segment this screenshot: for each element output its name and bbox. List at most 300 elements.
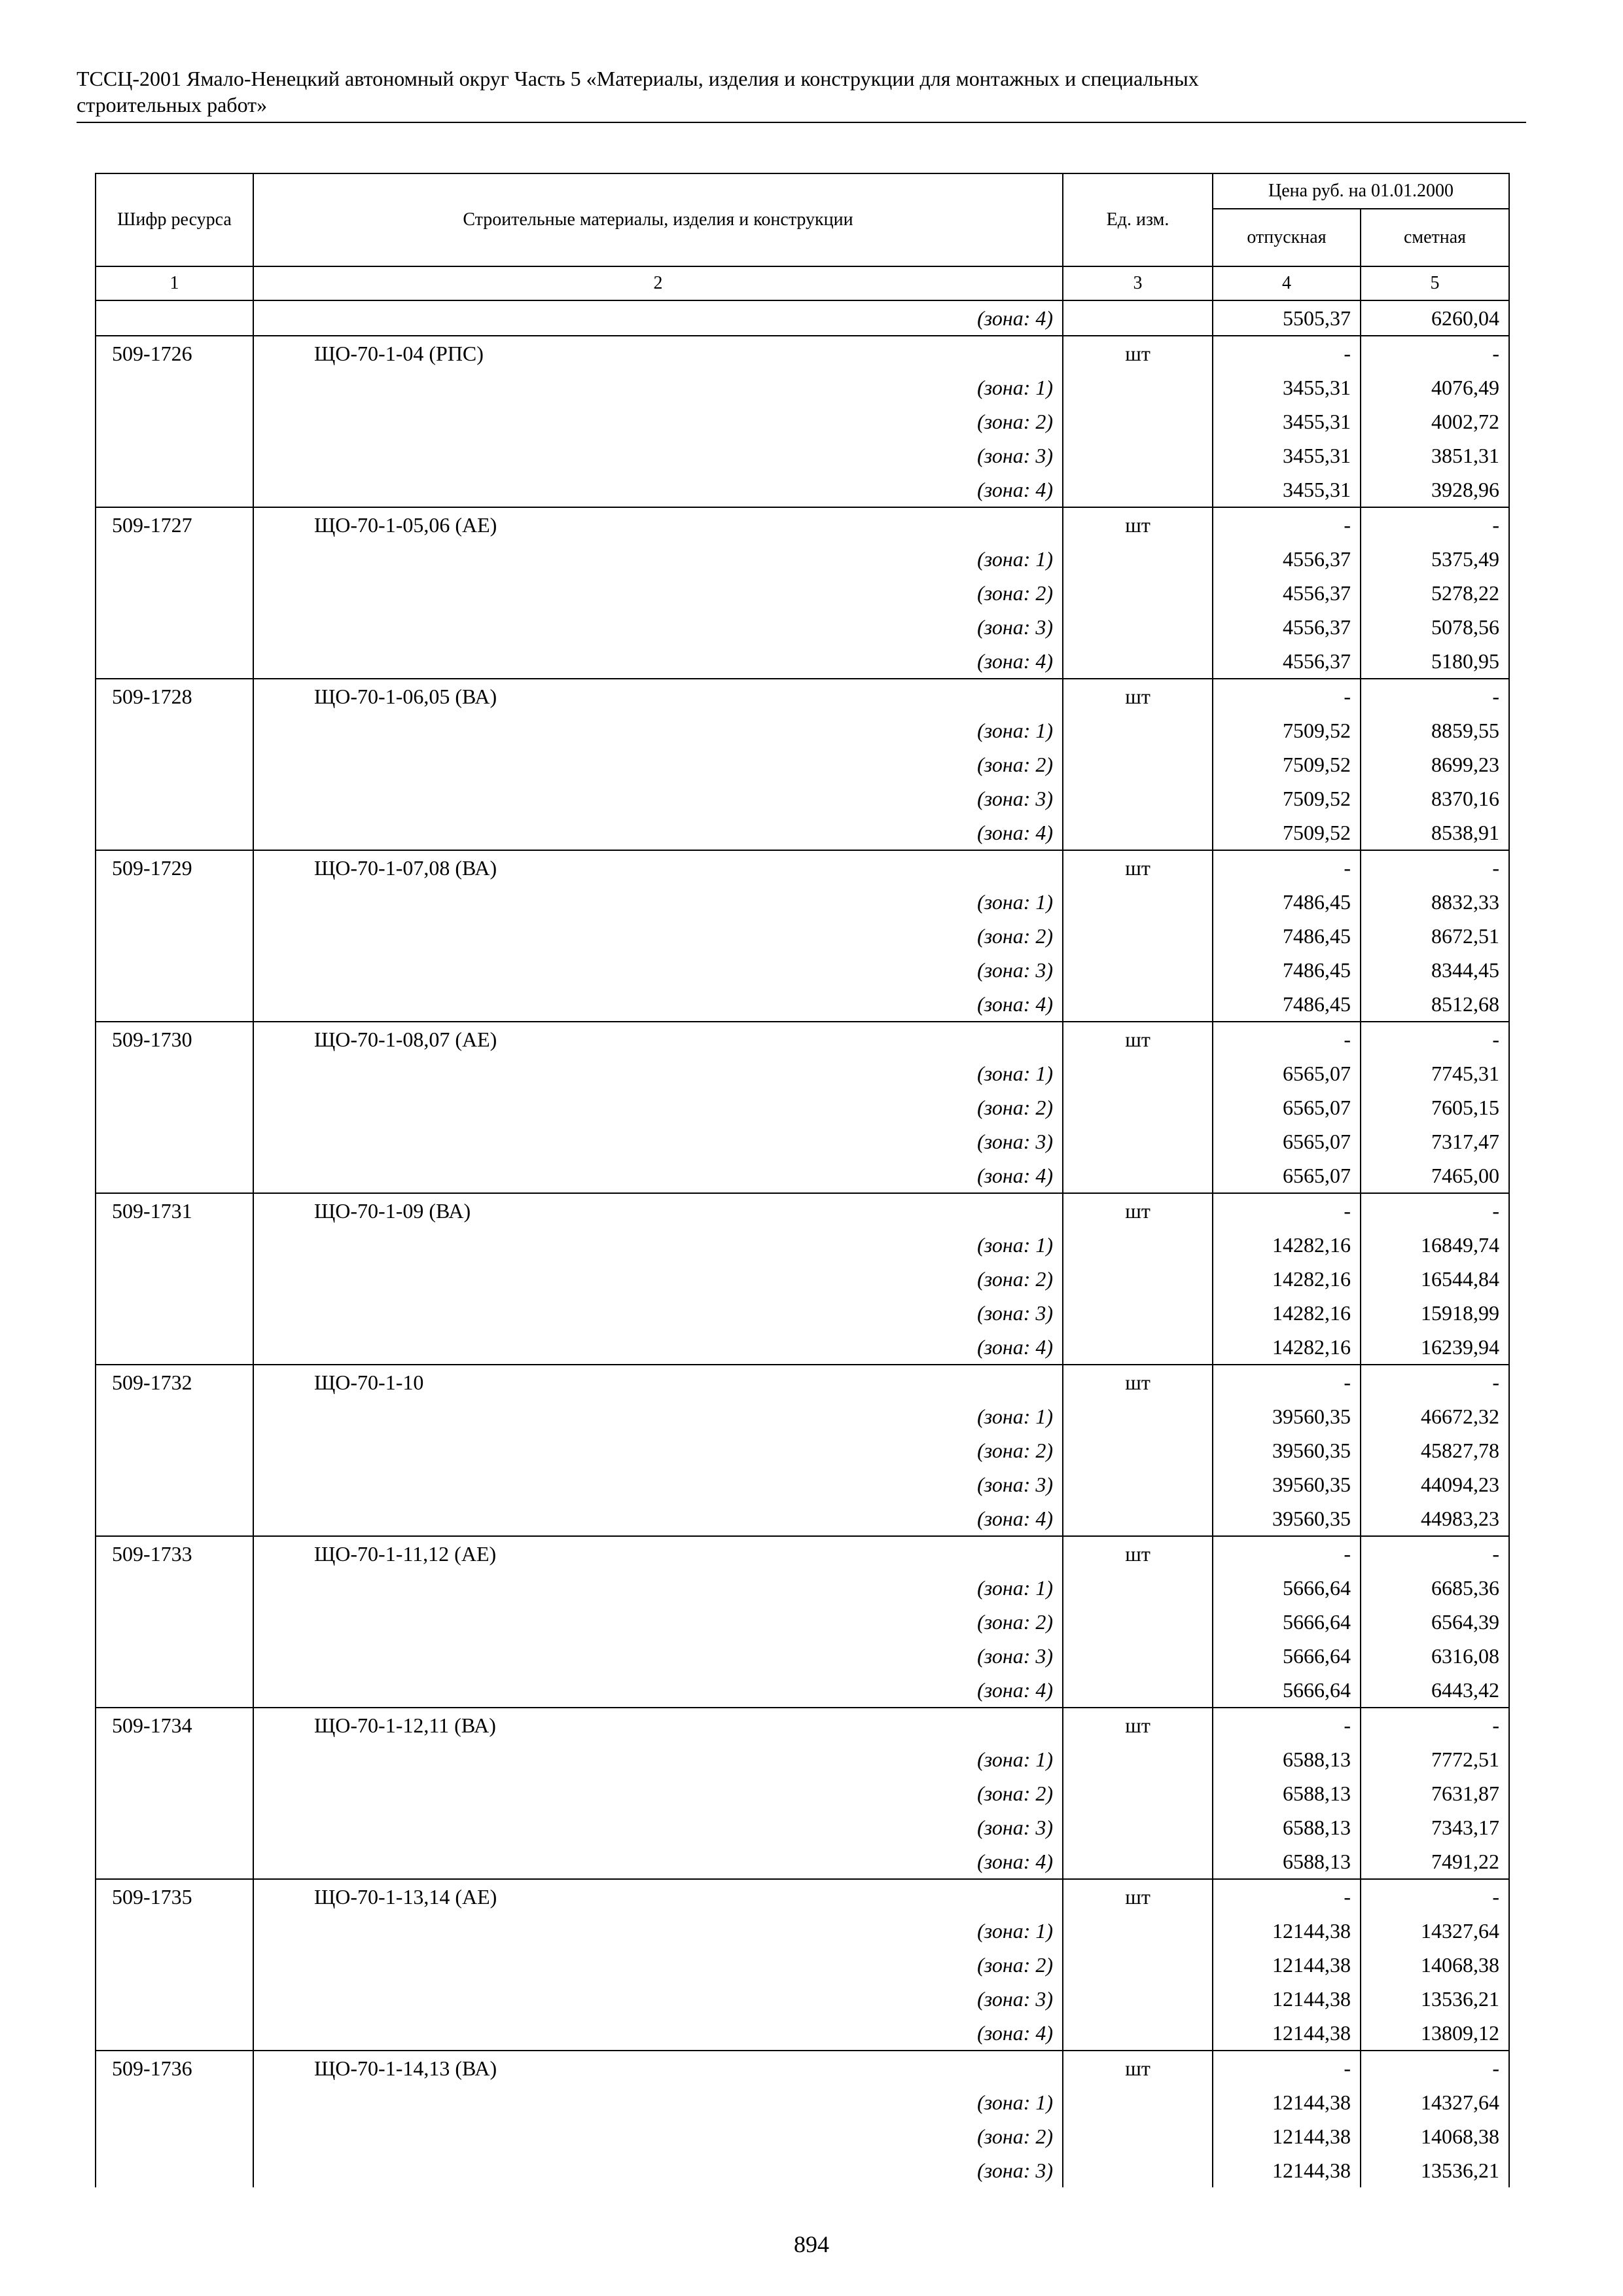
col-header-price: Цена руб. на 01.01.2000 [1213, 173, 1509, 209]
release-price: 4556,37 [1213, 644, 1361, 679]
empty-cell [1063, 2016, 1213, 2051]
release-price: 6588,13 [1213, 1810, 1361, 1844]
zone-label: (зона: 3) [253, 1982, 1063, 2016]
estimate-price: 14327,64 [1361, 2085, 1509, 2119]
empty-cell [1063, 2153, 1213, 2187]
empty-cell [1063, 987, 1213, 1022]
release-price: 7509,52 [1213, 816, 1361, 850]
zone-row [96, 1399, 1509, 1433]
empty-cell [96, 300, 253, 336]
zone-label: (зона: 3) [253, 781, 1063, 816]
col-header-unit: Ед. изм. [1063, 173, 1213, 266]
zone-label: (зона: 3) [253, 2153, 1063, 2187]
release-price: - [1213, 2051, 1361, 2085]
empty-cell [96, 1330, 253, 1365]
empty-cell [96, 1501, 253, 1536]
release-price: - [1213, 507, 1361, 542]
zone-row [96, 781, 1509, 816]
col-number: 2 [253, 266, 1063, 300]
resource-code: 509-1729 [96, 850, 253, 885]
empty-cell [96, 885, 253, 919]
zone-label: (зона: 1) [253, 1056, 1063, 1090]
zone-label: (зона: 2) [253, 576, 1063, 610]
zone-row [96, 919, 1509, 953]
zone-label: (зона: 1) [253, 2085, 1063, 2119]
zone-row [96, 1228, 1509, 1262]
zone-label: (зона: 3) [253, 1639, 1063, 1673]
resource-code: 509-1730 [96, 1022, 253, 1056]
empty-cell [1063, 1571, 1213, 1605]
empty-cell [96, 370, 253, 404]
zone-row [96, 610, 1509, 644]
zone-row [96, 1056, 1509, 1090]
resource-unit: шт [1063, 1365, 1213, 1399]
estimate-price: 6443,42 [1361, 1673, 1509, 1708]
estimate-price: 7745,31 [1361, 1056, 1509, 1090]
zone-row [96, 1948, 1509, 1982]
empty-cell [1063, 1776, 1213, 1810]
zone-row [96, 1090, 1509, 1124]
release-price: 39560,35 [1213, 1399, 1361, 1433]
empty-cell [1063, 1639, 1213, 1673]
release-price: - [1213, 336, 1361, 370]
resource-code: 509-1732 [96, 1365, 253, 1399]
estimate-price: 7343,17 [1361, 1810, 1509, 1844]
estimate-price: 8512,68 [1361, 987, 1509, 1022]
zone-label: (зона: 2) [253, 1776, 1063, 1810]
empty-cell [96, 1742, 253, 1776]
table-header [96, 173, 1509, 300]
resource-row [96, 1879, 1509, 1914]
resource-unit: шт [1063, 1879, 1213, 1914]
estimate-price: - [1361, 2051, 1509, 2085]
zone-label: (зона: 2) [253, 747, 1063, 781]
resource-unit: шт [1063, 679, 1213, 713]
zone-label: (зона: 2) [253, 2119, 1063, 2153]
resource-unit: шт [1063, 1022, 1213, 1056]
empty-cell [1063, 370, 1213, 404]
estimate-price: - [1361, 850, 1509, 885]
empty-cell [1063, 953, 1213, 987]
zone-row [96, 473, 1509, 507]
estimate-price: 7605,15 [1361, 1090, 1509, 1124]
zone-label: (зона: 1) [253, 1228, 1063, 1262]
empty-cell [96, 610, 253, 644]
empty-cell [1063, 885, 1213, 919]
zone-row [96, 1571, 1509, 1605]
empty-cell [1063, 576, 1213, 610]
empty-cell [1063, 1673, 1213, 1708]
resource-name: ЩО-70-1-05,06 (АЕ) [253, 507, 1063, 542]
empty-cell [96, 1673, 253, 1708]
estimate-price: 13536,21 [1361, 2153, 1509, 2187]
zone-row [96, 747, 1509, 781]
zone-label: (зона: 1) [253, 370, 1063, 404]
empty-cell [96, 987, 253, 1022]
zone-row [96, 370, 1509, 404]
empty-cell [1063, 1399, 1213, 1433]
release-price: 3455,31 [1213, 473, 1361, 507]
estimate-price: 6316,08 [1361, 1639, 1509, 1673]
empty-cell [96, 1433, 253, 1467]
empty-cell [96, 781, 253, 816]
empty-cell [1063, 542, 1213, 576]
zone-row [96, 1776, 1509, 1810]
estimate-price: 8859,55 [1361, 713, 1509, 747]
estimate-price: - [1361, 1365, 1509, 1399]
resource-row [96, 1365, 1509, 1399]
zone-label: (зона: 1) [253, 1399, 1063, 1433]
zone-row [96, 576, 1509, 610]
empty-cell [1063, 1844, 1213, 1879]
estimate-price: 7465,00 [1361, 1158, 1509, 1193]
empty-cell [1063, 1056, 1213, 1090]
zone-label: (зона: 1) [253, 1571, 1063, 1605]
zone-row [96, 1673, 1509, 1708]
empty-cell [96, 576, 253, 610]
zone-label: (зона: 1) [253, 1914, 1063, 1948]
empty-cell [96, 816, 253, 850]
col-header-name: Строительные материалы, изделия и конструкции [253, 173, 1063, 266]
release-price: 6565,07 [1213, 1090, 1361, 1124]
zone-label: (зона: 4) [253, 816, 1063, 850]
estimate-price: 7317,47 [1361, 1124, 1509, 1158]
col-number: 4 [1213, 266, 1361, 300]
estimate-price: 6564,39 [1361, 1605, 1509, 1639]
zone-label: (зона: 2) [253, 1433, 1063, 1467]
release-price: 39560,35 [1213, 1433, 1361, 1467]
release-price: 5666,64 [1213, 1639, 1361, 1673]
zone-row [96, 1982, 1509, 2016]
zone-row [96, 1742, 1509, 1776]
estimate-price: 6685,36 [1361, 1571, 1509, 1605]
empty-cell [1063, 644, 1213, 679]
empty-cell [96, 1605, 253, 1639]
zone-row [96, 2153, 1509, 2187]
zone-row [96, 1639, 1509, 1673]
empty-cell [1063, 1948, 1213, 1982]
zone-label: (зона: 4) [253, 1330, 1063, 1365]
resource-name: ЩО-70-1-09 (ВА) [253, 1193, 1063, 1228]
resource-code: 509-1731 [96, 1193, 253, 1228]
empty-cell [96, 1228, 253, 1262]
estimate-price: - [1361, 336, 1509, 370]
resource-name: ЩО-70-1-04 (РПС) [253, 336, 1063, 370]
zone-row [96, 885, 1509, 919]
estimate-price: 13536,21 [1361, 1982, 1509, 2016]
release-price: 14282,16 [1213, 1330, 1361, 1365]
zone-row [96, 816, 1509, 850]
resource-unit: шт [1063, 2051, 1213, 2085]
empty-cell [1063, 2085, 1213, 2119]
empty-cell [96, 2016, 253, 2051]
zone-label: (зона: 4) [253, 987, 1063, 1022]
zone-label: (зона: 3) [253, 1467, 1063, 1501]
page-number: 894 [794, 2231, 829, 2257]
release-price: 7509,52 [1213, 747, 1361, 781]
estimate-price: 14327,64 [1361, 1914, 1509, 1948]
estimate-price: 7772,51 [1361, 1742, 1509, 1776]
zone-row [96, 987, 1509, 1022]
release-price: 7509,52 [1213, 713, 1361, 747]
zone-row [96, 1914, 1509, 1948]
estimate-price: 8832,33 [1361, 885, 1509, 919]
col-number: 1 [96, 266, 253, 300]
zone-row [96, 1467, 1509, 1501]
resource-unit: шт [1063, 336, 1213, 370]
zone-row [96, 2119, 1509, 2153]
resource-code: 509-1734 [96, 1708, 253, 1742]
empty-cell [1063, 1228, 1213, 1262]
zone-label: (зона: 3) [253, 953, 1063, 987]
empty-cell [1063, 1433, 1213, 1467]
empty-cell [1063, 1158, 1213, 1193]
release-price: 6565,07 [1213, 1056, 1361, 1090]
empty-cell [96, 1056, 253, 1090]
empty-cell [96, 1844, 253, 1879]
empty-cell [1063, 300, 1213, 336]
release-price: 39560,35 [1213, 1501, 1361, 1536]
empty-cell [96, 2153, 253, 2187]
resource-row [96, 2051, 1509, 2085]
col-header-code: Шифр ресурса [96, 173, 253, 266]
zone-label: (зона: 2) [253, 404, 1063, 439]
estimate-price: - [1361, 1879, 1509, 1914]
empty-cell [1063, 1914, 1213, 1948]
col-header-release: отпускная [1213, 209, 1361, 266]
release-price: 5666,64 [1213, 1571, 1361, 1605]
release-price: 7509,52 [1213, 781, 1361, 816]
resource-name: ЩО-70-1-07,08 (ВА) [253, 850, 1063, 885]
release-price: 6588,13 [1213, 1742, 1361, 1776]
zone-label: (зона: 2) [253, 1948, 1063, 1982]
empty-cell [1063, 404, 1213, 439]
zone-label: (зона: 1) [253, 713, 1063, 747]
zone-label: (зона: 2) [253, 1090, 1063, 1124]
zone-label: (зона: 4) [253, 644, 1063, 679]
zone-label: (зона: 4) [253, 2016, 1063, 2051]
empty-cell [1063, 1742, 1213, 1776]
empty-cell [96, 644, 253, 679]
empty-cell [96, 2119, 253, 2153]
resource-row [96, 679, 1509, 713]
resource-name: ЩО-70-1-06,05 (ВА) [253, 679, 1063, 713]
release-price: 12144,38 [1213, 2016, 1361, 2051]
empty-cell [96, 439, 253, 473]
estimate-price: 8370,16 [1361, 781, 1509, 816]
empty-cell [1063, 713, 1213, 747]
estimate-price: 5278,22 [1361, 576, 1509, 610]
release-price: 7486,45 [1213, 953, 1361, 987]
release-price: 12144,38 [1213, 1914, 1361, 1948]
zone-label: (зона: 3) [253, 610, 1063, 644]
resource-name: ЩО-70-1-13,14 (АЕ) [253, 1879, 1063, 1914]
zone-label: (зона: 3) [253, 439, 1063, 473]
zone-label: (зона: 4) [253, 1673, 1063, 1708]
estimate-price: - [1361, 1708, 1509, 1742]
release-price: 3455,31 [1213, 404, 1361, 439]
empty-cell [96, 1810, 253, 1844]
release-price: 4556,37 [1213, 542, 1361, 576]
empty-cell [96, 1948, 253, 1982]
empty-cell [1063, 439, 1213, 473]
header-rule [77, 122, 1526, 123]
zone-row [96, 953, 1509, 987]
zone-row [96, 644, 1509, 679]
zone-label: (зона: 3) [253, 1810, 1063, 1844]
estimate-price: 44094,23 [1361, 1467, 1509, 1501]
empty-cell [96, 1467, 253, 1501]
release-price: 5666,64 [1213, 1605, 1361, 1639]
estimate-price: 8344,45 [1361, 953, 1509, 987]
empty-cell [96, 1571, 253, 1605]
release-price: 3455,31 [1213, 439, 1361, 473]
empty-cell [96, 2085, 253, 2119]
estimate-price: 3928,96 [1361, 473, 1509, 507]
empty-cell [96, 473, 253, 507]
release-price: 12144,38 [1213, 2153, 1361, 2187]
empty-cell [96, 747, 253, 781]
empty-cell [1063, 1982, 1213, 2016]
estimate-price: 3851,31 [1361, 439, 1509, 473]
release-price: 6565,07 [1213, 1158, 1361, 1193]
zone-label: (зона: 2) [253, 919, 1063, 953]
empty-cell [96, 1639, 253, 1673]
estimate-price: 14068,38 [1361, 2119, 1509, 2153]
empty-cell [96, 919, 253, 953]
col-number: 3 [1063, 266, 1213, 300]
release-price: 14282,16 [1213, 1296, 1361, 1330]
resource-name: ЩО-70-1-12,11 (ВА) [253, 1708, 1063, 1742]
zone-label: (зона: 2) [253, 1605, 1063, 1639]
resource-unit: шт [1063, 1708, 1213, 1742]
release-price: - [1213, 679, 1361, 713]
empty-cell [96, 1296, 253, 1330]
resource-code: 509-1735 [96, 1879, 253, 1914]
resource-row [96, 336, 1509, 370]
empty-cell [1063, 1605, 1213, 1639]
zone-row [96, 1158, 1509, 1193]
zone-label: (зона: 4) [253, 473, 1063, 507]
release-price: 6588,13 [1213, 1776, 1361, 1810]
empty-cell [1063, 1296, 1213, 1330]
empty-cell [96, 404, 253, 439]
resource-name: ЩО-70-1-08,07 (АЕ) [253, 1022, 1063, 1056]
resource-code: 509-1728 [96, 679, 253, 713]
zone-row [96, 1844, 1509, 1879]
release-price: 7486,45 [1213, 885, 1361, 919]
estimate-price: 8672,51 [1361, 919, 1509, 953]
estimate-price: - [1361, 1536, 1509, 1571]
zone-label: (зона: 4) [253, 1501, 1063, 1536]
resource-row [96, 1536, 1509, 1571]
zone-row [96, 1330, 1509, 1365]
release-price: - [1213, 850, 1361, 885]
release-price: 14282,16 [1213, 1228, 1361, 1262]
zone-row [96, 300, 1509, 336]
zone-label: (зона: 1) [253, 1742, 1063, 1776]
zone-row [96, 1124, 1509, 1158]
empty-cell [1063, 919, 1213, 953]
estimate-price: 8699,23 [1361, 747, 1509, 781]
empty-cell [1063, 1124, 1213, 1158]
resource-code: 509-1727 [96, 507, 253, 542]
estimate-price: 8538,91 [1361, 816, 1509, 850]
resource-unit: шт [1063, 1536, 1213, 1571]
release-price: - [1213, 1708, 1361, 1742]
resource-code: 509-1736 [96, 2051, 253, 2085]
estimate-price: - [1361, 1022, 1509, 1056]
estimate-price: 15918,99 [1361, 1296, 1509, 1330]
zone-row [96, 2016, 1509, 2051]
empty-cell [1063, 816, 1213, 850]
release-price: 6588,13 [1213, 1844, 1361, 1879]
estimate-price: 16849,74 [1361, 1228, 1509, 1262]
empty-cell [1063, 1090, 1213, 1124]
empty-cell [1063, 781, 1213, 816]
release-price: 5666,64 [1213, 1673, 1361, 1708]
zone-label: (зона: 3) [253, 1124, 1063, 1158]
resource-row [96, 507, 1509, 542]
zone-row [96, 1501, 1509, 1536]
release-price: 12144,38 [1213, 2085, 1361, 2119]
release-price: 6565,07 [1213, 1124, 1361, 1158]
empty-cell [96, 1262, 253, 1296]
header-line-2: строительных работ» [77, 93, 268, 117]
zone-label: (зона: 4) [253, 1158, 1063, 1193]
release-price: 12144,38 [1213, 1948, 1361, 1982]
release-price: - [1213, 1022, 1361, 1056]
zone-row [96, 1605, 1509, 1639]
zone-label: (зона: 1) [253, 885, 1063, 919]
zone-row [96, 404, 1509, 439]
empty-cell [96, 1914, 253, 1948]
zone-label: (зона: 2) [253, 1262, 1063, 1296]
zone-label: (зона: 4) [253, 1844, 1063, 1879]
zone-label: (зона: 4) [253, 300, 1063, 336]
empty-cell [96, 1982, 253, 2016]
empty-cell [96, 713, 253, 747]
resource-unit: шт [1063, 507, 1213, 542]
resource-row [96, 850, 1509, 885]
empty-cell [96, 1158, 253, 1193]
estimate-price: 5375,49 [1361, 542, 1509, 576]
zone-row [96, 1433, 1509, 1467]
price-table [95, 173, 1510, 2187]
estimate-price: 7631,87 [1361, 1776, 1509, 1810]
zone-label: (зона: 1) [253, 542, 1063, 576]
empty-cell [1063, 747, 1213, 781]
col-number: 5 [1361, 266, 1509, 300]
estimate-price: 6260,04 [1361, 300, 1509, 336]
release-price: 3455,31 [1213, 370, 1361, 404]
estimate-price: 5078,56 [1361, 610, 1509, 644]
release-price: - [1213, 1879, 1361, 1914]
release-price: 7486,45 [1213, 987, 1361, 1022]
release-price: - [1213, 1536, 1361, 1571]
empty-cell [96, 1776, 253, 1810]
release-price: 5505,37 [1213, 300, 1361, 336]
table-body [96, 300, 1509, 2187]
resource-name: ЩО-70-1-14,13 (ВА) [253, 2051, 1063, 2085]
release-price: 14282,16 [1213, 1262, 1361, 1296]
empty-cell [1063, 1330, 1213, 1365]
release-price: 4556,37 [1213, 610, 1361, 644]
empty-cell [1063, 1262, 1213, 1296]
release-price: - [1213, 1193, 1361, 1228]
estimate-price: 4002,72 [1361, 404, 1509, 439]
resource-code: 509-1733 [96, 1536, 253, 1571]
